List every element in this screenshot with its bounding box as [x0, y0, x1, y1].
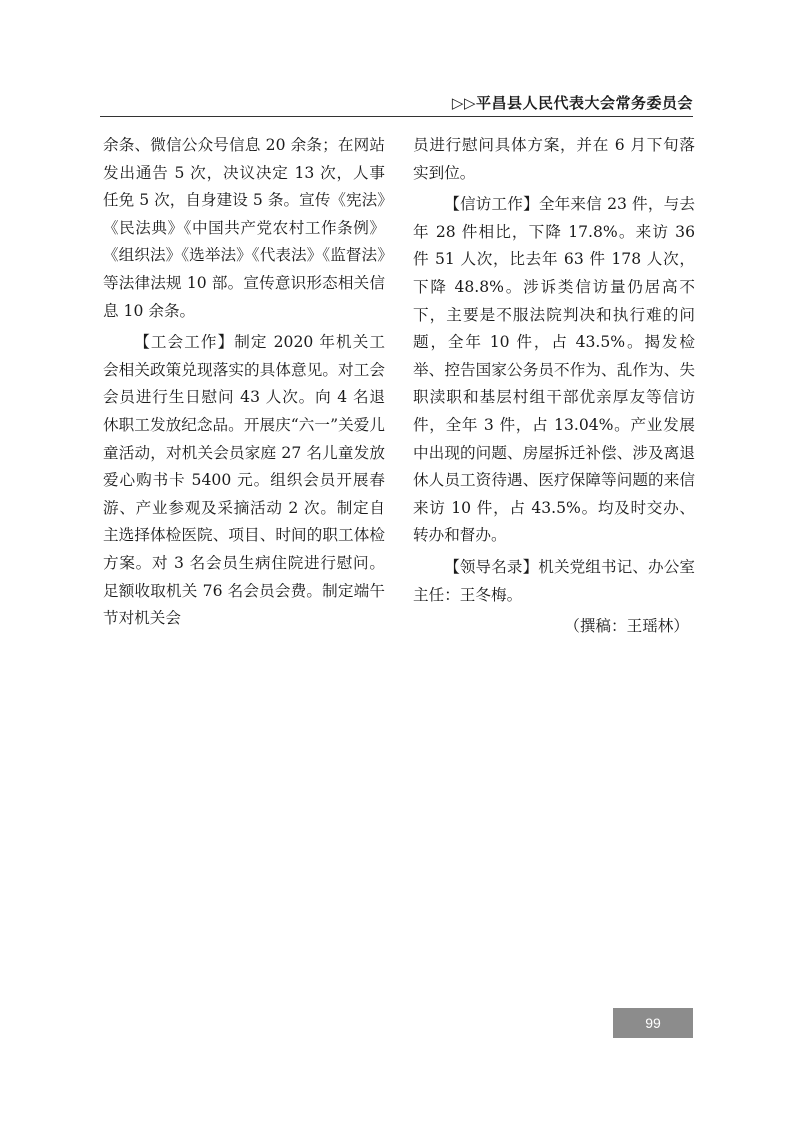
paragraph-union-work — [103, 329, 385, 633]
petition-work-body: 全年来信 23 件，与去年 28 件相比，下降 17.8%。来访 36 件 51 人次，比去年 63 件 178 人次，下降 48.8%。涉诉类信访量仍居高不下，主要是不服法院判决和执行难的问题，全年 10 件，占 43.5%。揭发检举、控告国家公务员不作为、乱作为、失职渎职和基层村组干部优亲厚友等信访件，全年 3 件，占 13.04%。产业发展中出现的问题、房屋拆迁补偿、涉及离退休人员工资待遇、医疗保障等问题的来信来访 10 件，占 43.5%。均及时交办、转办和督办。 — [413, 195, 695, 545]
paragraph-petition-work — [413, 191, 695, 550]
header-title: ▷▷平昌县人民代表大会常务委员会 — [451, 94, 693, 112]
right-column — [413, 132, 695, 641]
union-work-body: 制定 2020 年机关工会相关政策兑现落实的具体意见。对工会会员进行生日慰问 43 人次。向 4 名退休职工发放纪念品。开展庆“六一”关爱儿童活动，对机关会员家庭 27 名儿童发放爱心购书卡 5400 元。组织会员开展春游、产业参观及采摘活动 2 次。制定自主选择体检医院、项目、时间的职工体检方案。对 3 名会员生病住院进行慰问。足额收取机关 76 名会员会费。制定端午节对机关会 — [103, 333, 385, 628]
section-heading-leadership-list: 【领导名录】 — [444, 557, 539, 576]
paragraph-continuation: 余条、微信公众号信息 20 余条；在网站发出通告 5 次，决议决定 13 次，人事任免 5 次，自身建设 5 条。宣传《宪法》《民法典》《中国共产党农村工作条例》《组织法》《选举法》《代表法》《监督法》等法律法规 10 部。宣传意识形态相关信息 10 余条。 — [103, 136, 385, 320]
left-column — [103, 132, 385, 637]
paragraph-continuation-right: 员进行慰问具体方案，并在 6 月下旬落实到位。 — [413, 136, 695, 182]
paragraph-leadership-list — [413, 554, 695, 609]
running-header — [100, 92, 693, 114]
page-number: 99 — [645, 1015, 661, 1031]
author-byline: （撰稿：王瑶林） — [564, 617, 689, 636]
section-heading-petition-work: 【信访工作】 — [444, 195, 539, 214]
header-rule — [100, 116, 693, 117]
section-heading-union-work: 【工会工作】 — [134, 333, 235, 352]
page-number-box — [613, 1008, 693, 1038]
leadership-list-body: 机关党组书记、办公室主任：王冬梅。 — [413, 557, 695, 604]
